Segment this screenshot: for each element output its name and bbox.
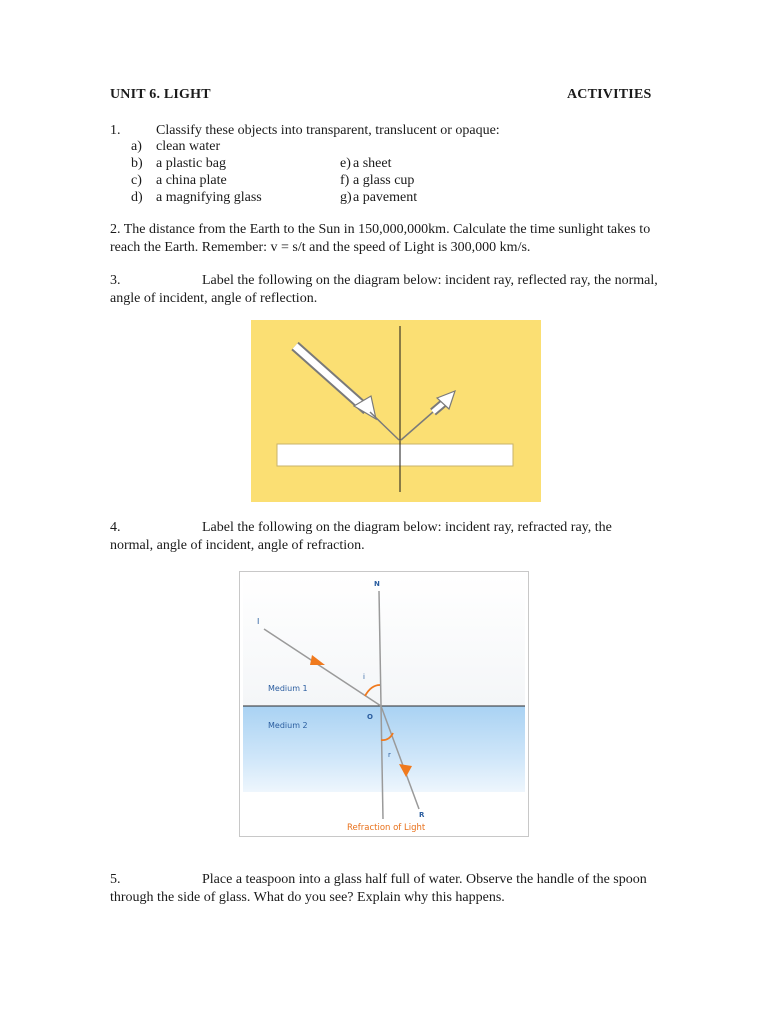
q1-item-letter: c) — [131, 173, 142, 188]
q4-text: Label the following on the diagram below: incident ray, refracted ray, the normal, angle of incident, angle of refraction. — [110, 520, 612, 553]
q2-text: 2. The distance from the Earth to the Sun in 150,000,000km. Calculate the time sunlight takes to reach the Earth. Remember: v = s/t and the speed of Light is 300,000 km/s. — [110, 222, 651, 255]
q3-number: 3. — [110, 273, 121, 288]
q5-number: 5. — [110, 872, 121, 887]
label-i-ray: I — [257, 617, 260, 626]
reflection-diagram — [251, 320, 541, 502]
q1-item-letter: g) — [340, 190, 352, 205]
q1-item-text: a magnifying glass — [156, 190, 262, 205]
q1-item-text: a pavement — [353, 190, 418, 205]
q1-number: 1. — [110, 123, 121, 138]
diagram-caption: Refraction of Light — [347, 823, 426, 833]
q1-item-text: a china plate — [156, 173, 227, 188]
activities-title: ACTIVITIES — [567, 87, 652, 102]
q3-text: Label the following on the diagram below: incident ray, reflected ray, the normal, angle of incident, angle of reflection. — [110, 273, 658, 306]
q1-item-letter: f) — [340, 173, 350, 188]
mirror-surface — [277, 444, 513, 466]
q1-item-text: a plastic bag — [156, 156, 226, 171]
q1-item-text: a glass cup — [353, 173, 415, 188]
q1-item-letter: b) — [131, 156, 143, 171]
q4-paragraph — [110, 519, 658, 554]
q1-item-letter: d) — [131, 190, 143, 205]
label-medium1: Medium 1 — [268, 684, 308, 693]
label-o: O — [367, 713, 373, 721]
unit-title: UNIT 6. LIGHT — [110, 87, 211, 102]
label-n: N — [374, 580, 380, 588]
q3-paragraph — [110, 272, 658, 307]
label-i-angle: i — [363, 673, 365, 681]
q1-item-text: clean water — [156, 139, 221, 154]
q5-text: Place a teaspoon into a glass half full of water. Observe the handle of the spoon through the side of glass. What do you see? Explain why this happens. — [110, 872, 647, 905]
q4-number: 4. — [110, 520, 121, 535]
q1-prompt: Classify these objects into transparent, translucent or opaque: — [156, 123, 500, 138]
label-r-ray: R — [419, 811, 425, 819]
medium2-region — [243, 706, 525, 792]
q1-item-letter: a) — [131, 139, 142, 154]
q5-paragraph — [110, 871, 658, 906]
label-r-angle: r — [388, 751, 391, 759]
q1-item-text: a sheet — [353, 156, 392, 171]
label-medium2: Medium 2 — [268, 721, 308, 730]
q1-item-text: e) — [340, 156, 351, 171]
refraction-diagram — [239, 571, 529, 837]
